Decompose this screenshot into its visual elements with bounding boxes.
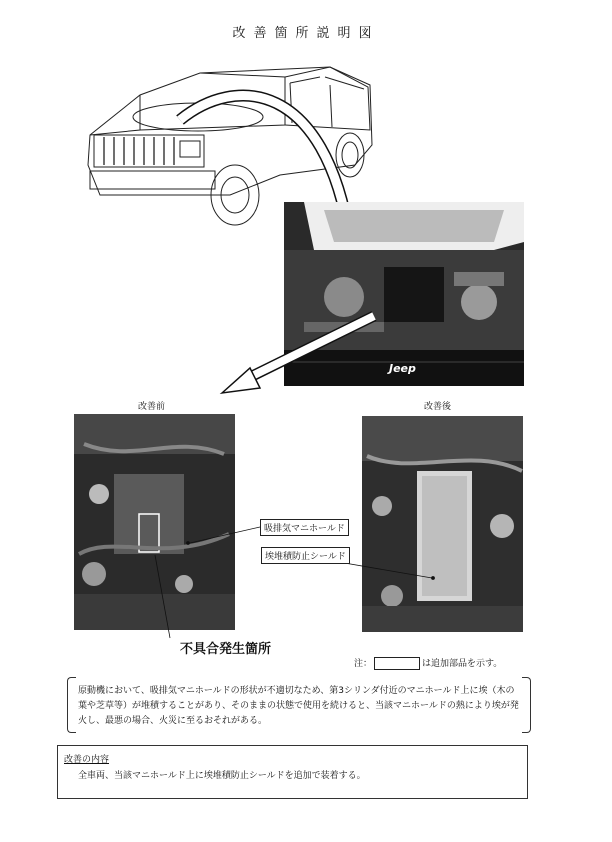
- jeep-badge: Jeep: [389, 362, 416, 375]
- improvement-title: 改善の内容: [64, 755, 110, 765]
- description-bracket-right: [522, 677, 531, 733]
- description-bracket-left: [67, 677, 76, 733]
- callout-shield: 埃堆積防止シールド: [261, 547, 350, 564]
- note-prefix: 注：: [354, 659, 373, 669]
- page-title: 改善箇所説明図: [232, 26, 380, 41]
- improvement-text: 全車両、当該マニホールド上に埃堆積防止シールドを追加で装着する。: [78, 771, 366, 781]
- legend-swatch: [374, 657, 420, 670]
- improvement-box: [57, 745, 528, 799]
- note-suffix: は追加部品を示す。: [422, 659, 503, 669]
- before-label: 改善前: [138, 402, 166, 412]
- legend-note: [354, 656, 502, 670]
- callout-manifold: 吸排気マニホールド: [260, 519, 349, 536]
- after-label: 改善後: [424, 402, 452, 412]
- defect-description: 原動機において、吸排気マニホールドの形状が不適切なため、第3シリンダ付近のマニホールド上に埃（木の葉や芝草等）が堆積することがあり、そのままの状態で使用を続けると、当該マニホールドの熱により埃が発火し、最悪の場合、火災に至るおそれがある。: [78, 686, 519, 726]
- defect-location-label: 不具合発生箇所: [180, 642, 272, 657]
